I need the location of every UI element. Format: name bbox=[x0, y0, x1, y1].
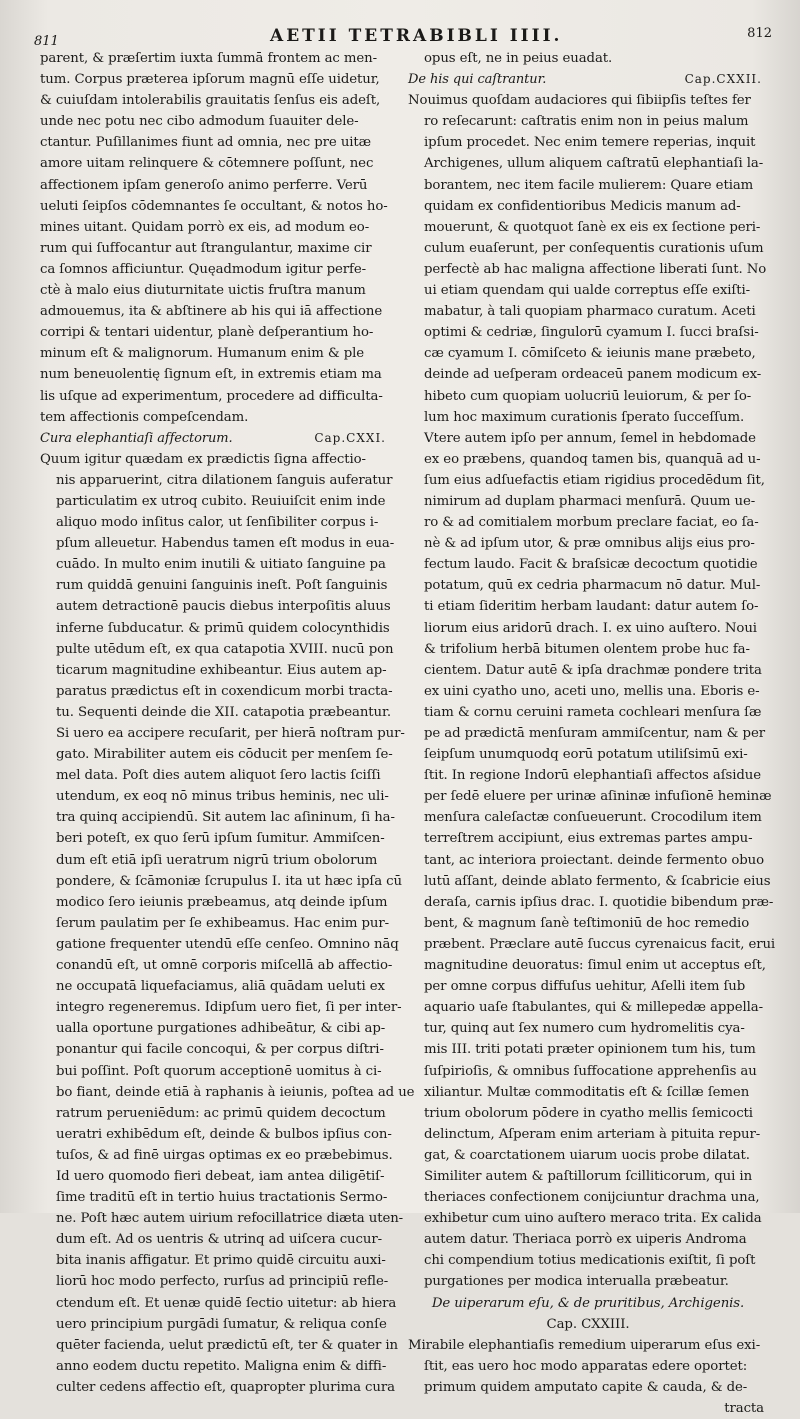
line-text: tiam & cornu ceruini rameta cochleari menſura ſæ bbox=[424, 704, 762, 720]
line-text: rum qui ſuffocantur aut ſtrangulantur, maxime cir bbox=[40, 240, 372, 256]
line-text: ticarum magnitudine exhibeantur. Eius autem ap- bbox=[56, 662, 387, 678]
text-line bbox=[408, 1271, 768, 1292]
line-text: ex uini cyatho uno, aceti uno, mellis una. Eboris e- bbox=[424, 683, 760, 699]
text-line bbox=[408, 196, 768, 217]
text-line bbox=[40, 322, 392, 343]
text-line bbox=[408, 1314, 768, 1335]
text-line bbox=[408, 407, 768, 428]
text-line bbox=[408, 238, 768, 259]
line-text: fectum laudo. Facit & braſsicæ decoctum quotidie bbox=[424, 557, 758, 573]
text-line bbox=[40, 259, 392, 280]
line-text: ctantur. Puſillanimes fiunt ad omnia, nec pre uitæ bbox=[40, 135, 372, 151]
line-text: hibeto cum quopiam uolucriū leuiorum, & per ſo- bbox=[424, 388, 752, 404]
text-line bbox=[40, 364, 392, 385]
line-text: Archigenes, ullum aliquem caſtratū elephantiaſi la- bbox=[424, 156, 764, 172]
line-text: theriaces confectionem conijciuntur drachma una, bbox=[424, 1190, 760, 1206]
text-line bbox=[40, 491, 392, 512]
text-line bbox=[40, 1082, 415, 1103]
page-header bbox=[30, 26, 776, 48]
text-line bbox=[408, 955, 768, 976]
line-text: Si uero ea accipere recuſarit, per hierā noſtram pur- bbox=[56, 726, 405, 741]
text-line bbox=[408, 301, 768, 322]
line-text: num beneuolentię ſignum eſt, in extremis etiam ma bbox=[40, 367, 382, 383]
line-text: De his qui caſtrantur. bbox=[408, 72, 547, 88]
text-line bbox=[408, 175, 768, 196]
line-text: autem detractionē paucis diebus interpoſitis aluus bbox=[56, 599, 391, 615]
line-text: quēter facienda, uelut prædictū eſt, ter & quater in bbox=[56, 1337, 399, 1353]
text-line bbox=[40, 892, 392, 913]
text-line bbox=[408, 1187, 768, 1208]
line-text: deinde ad ueſperam ordeaceū panem modicum ex- bbox=[424, 367, 762, 383]
line-text: lutū aſſant, deinde ablato fermento, & ſcabricie eius bbox=[424, 873, 771, 889]
line-text: ro reſecarunt: caſtratis enim non in peius malum bbox=[424, 114, 749, 130]
text-line bbox=[40, 1103, 392, 1124]
text-line bbox=[408, 259, 768, 280]
line-text: bo fiant, deinde etiā à raphanis à ieiunis, poſtea ad ue bbox=[56, 1084, 415, 1100]
line-text: ueluti ſeipſos cōdemnantes ſe occultant, & notos ho- bbox=[40, 198, 388, 214]
line-text: chi compendium totius medicationis exiſtit, ſi poſt bbox=[424, 1253, 756, 1269]
line-text: liorū hoc modo perfecto, rurſus ad principiū refle- bbox=[56, 1274, 389, 1290]
text-line bbox=[408, 1124, 768, 1145]
text-line bbox=[408, 575, 768, 596]
text-line bbox=[40, 744, 392, 765]
text-line bbox=[408, 681, 768, 702]
text-line bbox=[408, 1018, 768, 1039]
text-line bbox=[408, 470, 768, 491]
line-text: uero principium purgādi ſumatur, & reliqua conſe bbox=[56, 1316, 387, 1332]
line-text: tant, ac interiora proiectant. deinde fermento obuo bbox=[424, 852, 765, 868]
line-text: culum euaſerunt, per conſequentis curationis uſum bbox=[424, 240, 764, 256]
line-text: mines uitant. Quidam porrò ex eis, ad modum eo- bbox=[40, 219, 370, 235]
line-text: tracta bbox=[724, 1401, 764, 1416]
text-line bbox=[408, 449, 768, 470]
line-text: opus eſt, ne in peius euadat. bbox=[424, 51, 613, 66]
text-line bbox=[40, 69, 392, 90]
text-line bbox=[408, 934, 776, 955]
line-text: ex eo præbens, quandoq tamen bis, quanquā ad u- bbox=[424, 451, 761, 467]
line-text: liorum eius aridorū drach. I. ex uino auſtero. Noui bbox=[424, 620, 757, 636]
line-text: menſura caleſactæ conſueuerunt. Crocodilum item bbox=[424, 810, 762, 826]
text-line bbox=[40, 132, 392, 153]
line-text: Cura elephantiaſi affectorum. bbox=[40, 430, 233, 446]
text-line bbox=[408, 618, 768, 639]
line-text: ne. Poſt hæc autem uirium refocillatrice diæta uten- bbox=[56, 1211, 404, 1227]
text-line bbox=[408, 533, 768, 554]
line-text: optimi & cedriæ, ſingulorū cyamum I. ſucci braſsi- bbox=[424, 325, 759, 341]
text-line bbox=[408, 892, 774, 913]
line-text: mis III. triti potati præter opinionem tum his, tum bbox=[424, 1042, 756, 1058]
text-line bbox=[408, 491, 768, 512]
text-line bbox=[40, 111, 392, 132]
text-line bbox=[40, 1145, 392, 1166]
text-line bbox=[408, 1103, 768, 1124]
text-line bbox=[408, 554, 768, 575]
text-line bbox=[40, 1293, 397, 1314]
line-text: ctè à malo eius diuturnitate uictis fruſtra manum bbox=[40, 283, 366, 299]
text-line bbox=[408, 807, 768, 828]
line-text: ro & ad comitialem morbum preclare faciat, eo ſa- bbox=[424, 515, 759, 531]
line-text: terreſtrem accipiunt, eius extremas partes ampu- bbox=[424, 831, 753, 847]
line-text: utendum, ex eoq nō minus tribus heminis, nec uli- bbox=[56, 789, 389, 805]
line-text: tum. Corpus præterea ipſorum magnū eſſe uidetur, bbox=[40, 72, 380, 88]
text-line bbox=[40, 828, 392, 849]
line-text: nè & ad ipſum utor, & præ omnibus alijs eius pro- bbox=[424, 536, 755, 552]
line-text: pſum alleuetur. Habendus tamen eſt modus in eua- bbox=[56, 536, 395, 552]
line-text: unde nec potu nec cibo admodum ſuauiter dele- bbox=[40, 114, 359, 130]
text-line bbox=[408, 132, 768, 153]
line-text: ſtit, eas uero hoc modo apparatas edere oportet: bbox=[424, 1358, 748, 1374]
text-line bbox=[408, 1145, 768, 1166]
line-text: conandū eſt, ut omnē corporis miſcellā ab affectio- bbox=[56, 958, 393, 974]
line-text: ualla oportune purgationes adhibeātur, & cibi ap- bbox=[56, 1021, 386, 1037]
line-text: tra quinq accipiendū. Sit autem lac aſininum, ſi ha- bbox=[56, 810, 395, 826]
chapter-heading bbox=[408, 69, 768, 90]
text-line bbox=[408, 997, 768, 1018]
chapter-heading bbox=[40, 428, 392, 449]
line-text: ctendum eſt. Et uenæ quidē ſectio uitetur: ab hiera bbox=[56, 1295, 397, 1311]
text-line bbox=[40, 913, 392, 934]
line-text: nimirum ad duplam pharmaci menſurā. Quum ue- bbox=[424, 493, 756, 509]
line-text: exhibetur cum uino auſtero meraco trita. Ex calida bbox=[424, 1211, 762, 1227]
line-text: dum eſt etiā ipſi ueratrum nigrū trium obolorum bbox=[56, 852, 378, 868]
text-line bbox=[40, 639, 392, 660]
chapter-number: Cap.CXXI. bbox=[314, 430, 386, 445]
line-text: mabatur, à tali quopiam pharmaco curatum. Aceti bbox=[424, 304, 756, 320]
running-title: AETII TETRABIBLI IIII. bbox=[270, 26, 563, 46]
text-line bbox=[408, 1229, 768, 1250]
text-line bbox=[408, 744, 768, 765]
line-text: lum hoc maximum curationis ſperato ſucceſſum. bbox=[424, 409, 745, 425]
text-line bbox=[40, 301, 392, 322]
line-text: admouemus, ita & abſtinere ab his qui iā affectione bbox=[40, 304, 383, 320]
text-line bbox=[40, 871, 402, 892]
text-line bbox=[40, 48, 392, 69]
text-line bbox=[40, 807, 395, 828]
text-line bbox=[40, 470, 392, 491]
text-line bbox=[408, 364, 768, 385]
text-line bbox=[408, 343, 768, 364]
text-line bbox=[40, 997, 402, 1018]
text-line bbox=[40, 1124, 392, 1145]
folio-number-left: 811 bbox=[34, 34, 59, 49]
line-text: aliquo modo inſitus calor, ut ſenſibiliter corpus i- bbox=[56, 515, 379, 531]
text-line bbox=[40, 1061, 392, 1082]
line-text: culter cedens affectio eſt, quapropter plurima cura bbox=[56, 1379, 395, 1395]
line-text: ponantur qui facile concoqui, & per corpus diſtri- bbox=[56, 1042, 384, 1058]
text-line bbox=[40, 238, 392, 259]
text-line bbox=[40, 1018, 392, 1039]
line-text: ti etiam ſideritim herbam laudant: datur autem ſo- bbox=[424, 599, 759, 615]
text-line bbox=[40, 90, 392, 111]
line-text: ne occupatā liquefaciamus, aliā quādam ueluti ex bbox=[56, 979, 385, 995]
line-text: ſime traditū eſt in tertio huius tractationis Sermo- bbox=[56, 1190, 388, 1206]
line-text: xiliantur. Multæ commoditatis eſt & ſcillæ ſemen bbox=[424, 1084, 750, 1100]
text-line bbox=[408, 322, 768, 343]
line-text: pondere, & ſcāmoniæ ſcrupulus I. ita ut hæc ipſa cū bbox=[56, 873, 402, 889]
text-line bbox=[40, 765, 392, 786]
text-line bbox=[408, 660, 768, 681]
line-text: & cuiuſdam intolerabilis grauitatis ſenſus eis adeſt, bbox=[40, 93, 381, 109]
text-line bbox=[40, 618, 392, 639]
text-line bbox=[40, 1039, 392, 1060]
line-text: magnitudine deuoratus: ſimul enim ut acceptus eſt, bbox=[424, 958, 766, 974]
line-text: quidam ex confidentioribus Medicis manum ad- bbox=[424, 198, 741, 214]
line-text: dum eſt. Ad os uentris & utrinq ad uiſcera cucur- bbox=[56, 1232, 382, 1248]
line-text: cientem. Datur autē & ipſa drachmæ pondere trita bbox=[424, 662, 762, 678]
line-text: præbent. Præclare autē ſuccus cyrenaicus facit, erui bbox=[424, 936, 776, 952]
text-line bbox=[408, 1377, 768, 1398]
text-line bbox=[408, 828, 768, 849]
line-text: amore uitam relinquere & cōtemnere poſſunt, nec bbox=[40, 156, 374, 172]
line-text: perfectè ab hac maligna affectione liberati ſunt. No bbox=[424, 261, 767, 277]
text-line bbox=[40, 1208, 404, 1229]
line-text: mel data. Poſt dies autem aliquot ſero lactis ſciſſi bbox=[56, 768, 381, 784]
text-line bbox=[408, 976, 768, 997]
line-text: Quum igitur quædam ex prædictis ſigna affectio- bbox=[40, 451, 366, 467]
text-line bbox=[40, 407, 392, 428]
text-line bbox=[40, 343, 392, 364]
line-text: particulatim ex utroq cubito. Reuiuiſcit enim inde bbox=[56, 493, 386, 509]
right-text-column bbox=[408, 48, 776, 1419]
line-text: ratrum perueniēdum: ac primū quidem decoctum bbox=[56, 1105, 386, 1121]
text-line bbox=[40, 850, 392, 871]
chapter-number: Cap.CXXII. bbox=[684, 72, 762, 87]
line-text: bita inanis affigatur. Et primo quidē circuitu auxi- bbox=[56, 1253, 386, 1269]
line-text: bent, & magnum ſanè teſtimoniū de hoc remedio bbox=[424, 915, 750, 931]
text-line bbox=[408, 850, 768, 871]
line-text: bui poſſint. Poſt quorum acceptionē uomitus à ci- bbox=[56, 1063, 382, 1079]
text-line bbox=[408, 913, 768, 934]
text-line bbox=[40, 554, 392, 575]
line-text: ſtit. In regione Indorū elephantiaſi affectos aſsidue bbox=[424, 768, 762, 784]
text-line bbox=[40, 596, 392, 617]
line-text: parent, & præſertim iuxta ſummā frontem ac men- bbox=[40, 51, 378, 66]
line-text: potatum, quū ex cedria pharmacum nō datur. Mul- bbox=[424, 578, 761, 594]
text-line bbox=[408, 90, 768, 111]
line-text: tur, quinq aut ſex numero cum hydromelitis cya- bbox=[424, 1021, 745, 1037]
line-text: delinctum, Aſperam enim arteriam à pituita repur- bbox=[424, 1126, 761, 1142]
text-line bbox=[40, 1166, 392, 1187]
line-text: ſeipſum unumquodq eorū potatum utiliſsimū exi- bbox=[424, 747, 748, 763]
text-line bbox=[40, 1187, 392, 1208]
line-text: nis apparuerint, citra dilationem ſanguis auferatur bbox=[56, 472, 393, 488]
line-text: pe ad prædictā menſuram ammiſcentur, nam & per bbox=[424, 726, 765, 741]
text-line bbox=[408, 48, 768, 69]
text-line bbox=[408, 217, 768, 238]
text-line bbox=[40, 1229, 392, 1250]
text-line bbox=[408, 1166, 768, 1187]
text-line bbox=[40, 1377, 395, 1398]
text-line bbox=[408, 428, 768, 449]
line-text: ui etiam quendam qui ualde correptus eſſe exiſti- bbox=[424, 283, 751, 299]
text-line bbox=[40, 575, 392, 596]
text-line bbox=[408, 596, 768, 617]
text-line bbox=[40, 723, 405, 744]
line-text: beri poteſt, ex quo ſerū ipſum ſumitur. Ammiſcen- bbox=[56, 831, 385, 847]
line-text: ipſum procedet. Nec enim temere reperias, inquit bbox=[424, 135, 756, 151]
line-text: cæ cyamum I. cōmiſceto & ieiunis mane præbeto, bbox=[424, 346, 756, 362]
text-line bbox=[408, 512, 768, 533]
text-line bbox=[40, 175, 392, 196]
text-line bbox=[408, 280, 768, 301]
line-text: borantem, nec item facile mulierem: Quare etiam bbox=[424, 177, 754, 193]
text-line bbox=[40, 955, 392, 976]
text-line bbox=[40, 681, 392, 702]
line-text: & trifolium herbā bitumen olentem probe huc fa- bbox=[424, 641, 750, 657]
line-text: Vtere autem ipſo per annum, ſemel in hebdomade bbox=[424, 430, 756, 446]
line-text: purgationes per modica interualla præbeatur. bbox=[424, 1274, 729, 1290]
line-text: aquario uaſe ſtabulantes, qui & millepedæ appella- bbox=[424, 1000, 763, 1016]
text-line bbox=[40, 1335, 399, 1356]
text-line bbox=[40, 786, 392, 807]
text-line bbox=[408, 111, 768, 132]
line-text: ſerum paulatim per ſe exhibeamus. Hac enim pur- bbox=[56, 915, 390, 931]
text-line bbox=[408, 1082, 768, 1103]
text-line bbox=[408, 639, 768, 660]
text-line bbox=[408, 786, 772, 807]
line-text: ca ſomnos afficiuntur. Quęadmodum igitur perfe- bbox=[40, 261, 366, 277]
line-text: per ſedē eluere per urinæ aſininæ infuſionē heminæ bbox=[424, 789, 772, 805]
text-line bbox=[408, 723, 768, 744]
line-text: gatione frequenter utendū eſſe cenſeo. Omnino nāq bbox=[56, 936, 399, 952]
line-text: Nouimus quoſdam audaciores qui ſibiipſis teſtes fer bbox=[408, 93, 751, 109]
text-line bbox=[408, 1039, 768, 1060]
line-text: integro regeneremus. Idipſum uero fiet, ſi per inter- bbox=[56, 1000, 402, 1016]
line-text: gat, & coarctationem uiarum uocis probe dilatat. bbox=[424, 1147, 750, 1163]
line-text: lis uſque ad experimentum, procedere ad difficulta- bbox=[40, 388, 383, 404]
line-text: trium obolorum pōdere in cyatho mellis ſemicocti bbox=[424, 1105, 753, 1121]
left-text-column bbox=[40, 48, 415, 1398]
text-line bbox=[40, 153, 392, 174]
text-line bbox=[40, 217, 392, 238]
folio-number-right: 812 bbox=[747, 26, 772, 41]
line-text: deraſa, carnis ipſius drac. I. quotidie bibendum præ- bbox=[424, 894, 774, 910]
line-text: Cap. CXXIII. bbox=[546, 1316, 630, 1332]
text-line bbox=[408, 1250, 768, 1271]
text-line bbox=[40, 702, 392, 723]
text-line bbox=[408, 1335, 768, 1356]
line-text: modico ſero ieiunis præbeamus, atq deinde ipſum bbox=[56, 894, 388, 910]
text-line bbox=[40, 386, 392, 407]
line-text: per omne corpus diffuſus uehitur, Aſelli item ſub bbox=[424, 979, 746, 995]
line-text: tuſos, & ad finē uirgas optimas ex eo præbebimus. bbox=[56, 1147, 393, 1163]
text-line bbox=[40, 533, 395, 554]
line-text: ſuſpirioſis, & omnibus ſuffocatione apprehenſis au bbox=[424, 1063, 757, 1079]
text-line bbox=[40, 1250, 392, 1271]
text-line bbox=[408, 1356, 768, 1377]
line-text: ueratri exhibēdum eſt, deinde & bulbos ipſius con- bbox=[56, 1126, 392, 1142]
line-text: tem affectionis compeſcendam. bbox=[40, 409, 249, 425]
line-text: Mirabile elephantiaſis remedium uiperarum eſus exi- bbox=[408, 1337, 761, 1353]
line-text: mouerunt, & quotquot ſanè ex eis ex ſectione peri- bbox=[424, 219, 761, 235]
text-line bbox=[408, 765, 768, 786]
text-line bbox=[40, 660, 392, 681]
line-text: pulte utēdum eſt, ex qua catapotia XVIII. nucū pon bbox=[56, 641, 394, 657]
line-text: Id uero quomodo fieri debeat, iam antea diligētiſ- bbox=[56, 1168, 385, 1184]
line-text: corripi & tentari uidentur, planè deſperantium ho- bbox=[40, 325, 374, 341]
text-line bbox=[40, 1271, 392, 1292]
text-line bbox=[408, 153, 768, 174]
line-text: Similiter autem & paſtillorum ſcilliticorum, qui in bbox=[424, 1168, 753, 1184]
text-line bbox=[40, 196, 392, 217]
text-line bbox=[408, 386, 768, 407]
line-text: tu. Sequenti deinde die XII. catapotia præbeantur. bbox=[56, 704, 391, 720]
line-text: minum eſt & malignorum. Humanum enim & ple bbox=[40, 346, 365, 362]
text-line bbox=[408, 1398, 768, 1419]
line-text: inferne ſubducatur. & primū quidem colocynthidis bbox=[56, 620, 390, 636]
line-text: anno eodem ductu repetito. Maligna enim & diffi- bbox=[56, 1358, 387, 1374]
text-line bbox=[408, 1208, 768, 1229]
line-text: cuādo. In multo enim inutili & uitiato ſanguine pa bbox=[56, 557, 386, 573]
line-text: paratus prædictus eſt in coxendicum morbi tracta- bbox=[56, 683, 393, 699]
line-text: ſum eius adſuefactis etiam rigidius procedēdum ſit, bbox=[424, 472, 765, 488]
line-text: primum quidem amputato capite & cauda, & de- bbox=[424, 1379, 748, 1395]
text-line bbox=[40, 976, 392, 997]
text-line bbox=[408, 1061, 768, 1082]
text-line bbox=[40, 1356, 392, 1377]
text-line bbox=[408, 871, 771, 892]
text-line bbox=[408, 702, 768, 723]
line-text: autem datur. Theriaca porrò ex uiperis Androma bbox=[424, 1232, 747, 1248]
text-line bbox=[40, 449, 392, 470]
text-line bbox=[40, 512, 392, 533]
text-line bbox=[40, 280, 392, 301]
line-text: rum quiddā genuini ſanguinis ineſt. Poſt ſanguinis bbox=[56, 578, 388, 594]
text-line bbox=[40, 1314, 392, 1335]
text-line bbox=[40, 934, 399, 955]
line-text: affectionem ipſam generoſo animo perferre. Verū bbox=[40, 177, 368, 193]
line-text: De uiperarum eſu, & de pruritibus, Archigenis. bbox=[431, 1295, 745, 1311]
line-text: gato. Mirabiliter autem eis cōducit per menſem ſe- bbox=[56, 747, 393, 763]
text-line bbox=[408, 1293, 768, 1314]
